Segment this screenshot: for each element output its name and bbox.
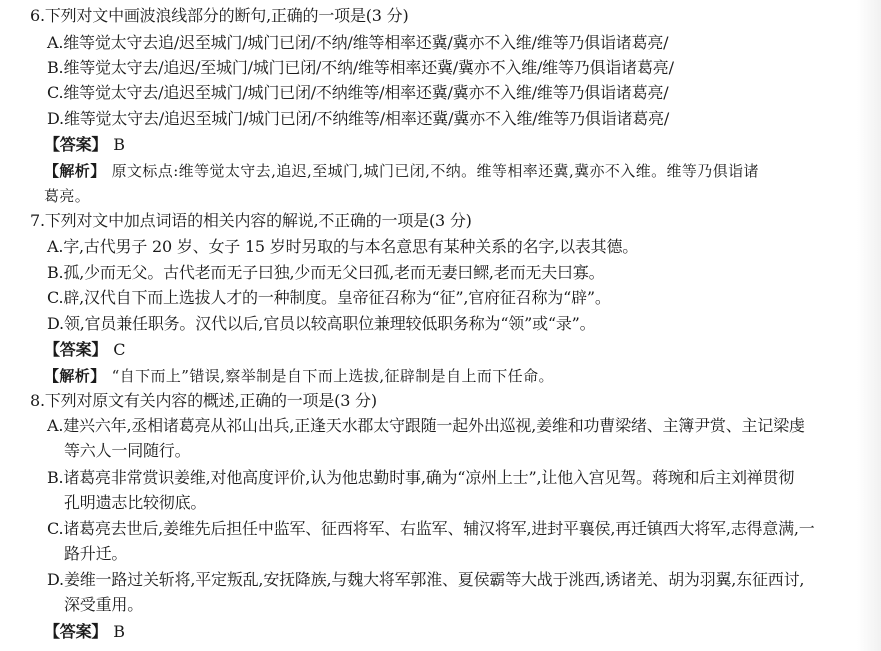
- q6-analysis-line-1: 原文标点:维等觉太守去,追迟,至城门,城门已闭,不纳。维等相率还冀,冀亦不入维。维等乃俱诣诸: [111, 162, 759, 180]
- q6-option-c: C.维等觉太守去/追迟至城门/城门已闭/不纳维等/相率还冀/冀亦不入维/维等乃俱诣诸葛亮/: [47, 83, 669, 102]
- q7-option-a: A.字,古代男子 20 岁、女子 15 岁时另取的与本名意思有某种关系的名字,以表其德。: [47, 237, 639, 256]
- q6-answer: [44, 134, 125, 156]
- q6-answer-value: B: [113, 135, 125, 154]
- q8-answer: [44, 621, 125, 643]
- q8-option-c-line-1: C.诸葛亮去世后,姜维先后担任中监军、征西将军、右监军、辅汉将军,进封平襄侯,再迁镇西大将军,志得意满,一: [47, 519, 815, 538]
- q6-option-b: B.维等觉太守去/追迟/至城门/城门已闭/不纳/维等相率还冀/冀亦不入维/维等乃俱诣诸葛亮/: [47, 58, 674, 77]
- q7-analysis-label: 【解析】: [44, 367, 106, 385]
- q6-analysis: [44, 160, 759, 182]
- q7-option-b: B.孤,少而无父。古代老而无子曰独,少而无父曰孤,老而无妻曰鳏,老而无夫曰寡。: [47, 263, 605, 282]
- q7-answer-value: C: [113, 340, 126, 359]
- q7-option-c: C.辟,汉代自下而上选拔人才的一种制度。皇帝征召称为“征”,官府征召称为“辟”。: [47, 288, 611, 307]
- q7-analysis: [44, 365, 554, 387]
- q8-answer-label: 【答案】: [44, 622, 108, 641]
- q7-option-d: D.领,官员兼任职务。汉代以后,官员以较高职位兼理较低职务称为“领”或“录”。: [47, 314, 596, 333]
- q6-answer-label: 【答案】: [44, 135, 108, 154]
- page-gutter-shadow: [857, 0, 881, 651]
- q6-title: 6.下列对文中画波浪线部分的断句,正确的一项是(3 分): [30, 6, 409, 25]
- q8-option-d-line-2: 深受重用。: [64, 595, 144, 614]
- q8-option-b-line-1: B.诸葛亮非常赏识姜维,对他高度评价,认为他忠勤时事,确为“凉州上士”,让他入宫见驾。蒋琬和后主刘禅贯彻: [47, 468, 795, 487]
- q8-option-d-line-1: D.姜维一路过关斩将,平定叛乱,安抚降族,与魏大将军郭淮、夏侯霸等大战于洮西,诱诸羌、胡为羽翼,东征西讨,: [47, 570, 805, 589]
- q7-title: 7.下列对文中加点词语的相关内容的解说,不正确的一项是(3 分): [30, 211, 472, 230]
- q6-option-a: A.维等觉太守去追/迟至城门/城门已闭/不纳/维等相率还冀/冀亦不入维/维等乃俱诣诸葛亮/: [47, 33, 669, 52]
- q8-option-b-line-2: 孔明遗志比较彻底。: [64, 493, 207, 512]
- q6-analysis-line-2: 葛亮。: [44, 187, 91, 205]
- q6-analysis-label: 【解析】: [44, 162, 106, 180]
- q8-title: 8.下列对原文有关内容的概述,正确的一项是(3 分): [30, 391, 377, 410]
- q8-answer-value: B: [113, 622, 125, 641]
- q7-answer: [44, 339, 125, 361]
- q8-option-a-line-1: A.建兴六年,丞相诸葛亮从祁山出兵,正逢天水郡太守跟随一起外出巡视,姜维和功曹梁绪、主簿尹赏、主记梁虔: [47, 416, 805, 435]
- q7-analysis-line-1: “自下而上”错误,察举制是自下而上选拔,征辟制是自上而下任命。: [111, 367, 554, 385]
- q7-answer-label: 【答案】: [44, 340, 108, 359]
- q8-option-c-line-2: 路升迁。: [64, 544, 128, 563]
- q6-option-d: D.维等觉太守去/追迟至城门/城门已闭/不纳维等/相率还冀/冀亦不入维/维等乃俱诣诸葛亮/: [47, 109, 670, 128]
- q8-option-a-line-2: 等六人一同随行。: [64, 441, 191, 460]
